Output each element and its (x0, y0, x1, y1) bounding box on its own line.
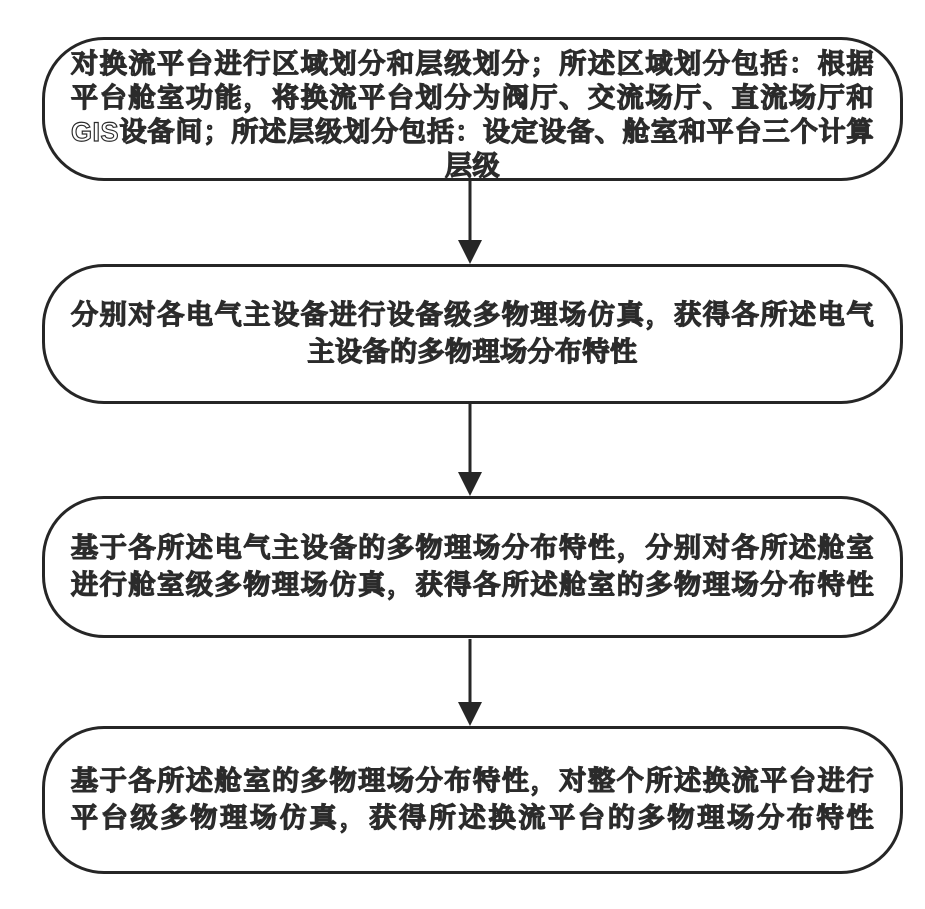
flow-step-4-line-2: 平台级多物理场仿真，获得所述换流平台的多物理场分布特性 (71, 803, 874, 833)
arrow-down-head-icon (458, 472, 482, 496)
arrow-shaft (469, 639, 472, 708)
flow-arrow-2 (457, 404, 483, 496)
flow-step-3-line-2: 进行舱室级多物理场仿真，获得各所述舱室的多物理场分布特性 (71, 570, 874, 600)
flow-step-3-line-1: 基于各所述电气主设备的多物理场分布特性，分别对各所述舱室 (71, 533, 874, 563)
arrow-shaft (469, 404, 472, 478)
flow-step-1-line-2: 平台舱室功能，将换流平台划分为阀厅、交流场厅、直流场厅和 (71, 83, 874, 113)
flow-step-1-line-1: 对换流平台进行区域划分和层级划分；所述区域划分包括：根据 (71, 49, 874, 79)
arrow-down-head-icon (458, 702, 482, 726)
flow-step-1-line-4: 层级 (445, 151, 500, 181)
flow-arrow-1 (457, 181, 483, 264)
flow-step-4-box (42, 726, 903, 874)
flow-step-2-line-2: 主设备的多物理场分布特性 (307, 337, 638, 367)
flow-step-2-line-1: 分别对各电气主设备进行设备级多物理场仿真，获得各所述电气 (71, 300, 874, 330)
flow-step-4-line-1: 基于各所述舱室的多物理场分布特性，对整个所述换流平台进行 (71, 766, 874, 796)
arrow-shaft (469, 181, 472, 246)
flow-step-1-box (42, 37, 903, 181)
flow-step-1-line-3: GIS设备间；所述层级划分包括：设定设备、舱室和平台三个计算 (71, 117, 874, 147)
flow-arrow-3 (457, 639, 483, 726)
flow-step-3-box (42, 496, 903, 638)
flow-step-2-box (42, 264, 903, 404)
arrow-down-head-icon (458, 240, 482, 264)
